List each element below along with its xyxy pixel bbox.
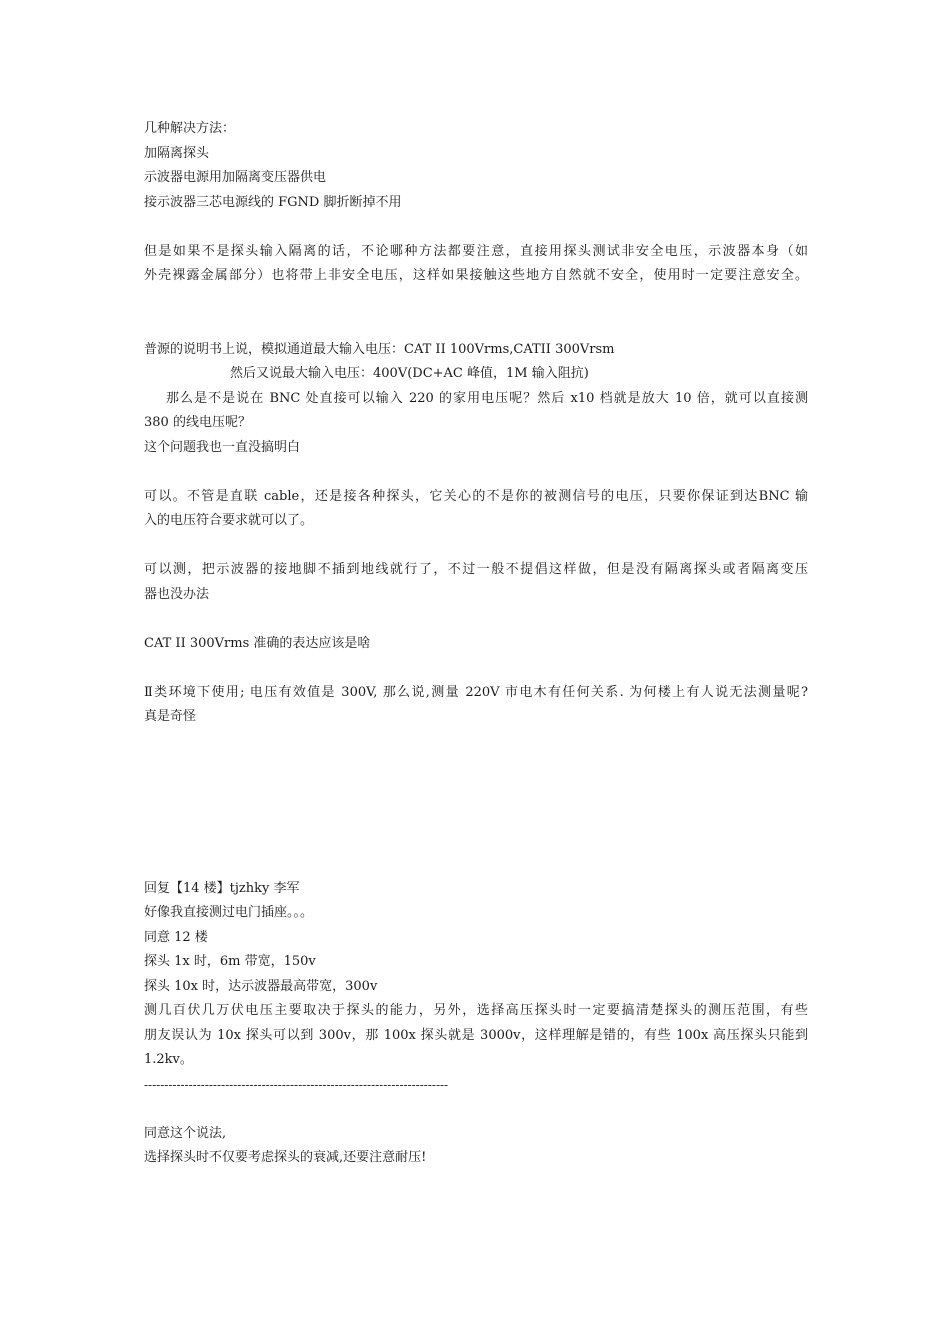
paragraph-line: 探头 10x 时，达示波器最高带宽，300v [144, 978, 378, 994]
paragraph-line: 但是如果不是探头输入隔离的话，不论哪种方法都要注意，直接用探头测试非安全电压，示波器本身（如 [144, 243, 808, 259]
section-reply [144, 877, 808, 1098]
paragraph-line: 可以。不管是直联 cable，还是接各种探头，它关心的不是你的被测信号的电压，只要你保证到达BNC 输 [144, 488, 808, 504]
section-solutions [144, 117, 808, 215]
divider-dashes: --------------------------------------------------------------------------- [144, 1077, 449, 1092]
section-cat-question [144, 632, 808, 657]
paragraph-line: 可以测，把示波器的接地脚不插到地线就行了，不过一般不提倡这样做，但是没有隔离探头或者隔离变压 [144, 562, 808, 577]
spacer [144, 1097, 808, 1122]
paragraph-line: 同意这个说法, [144, 1125, 227, 1141]
paragraph-line: 然后又说最大输入电压：400V(DC+AC 峰值，1M 输入阻抗) [230, 366, 589, 381]
paragraph-line: 测几百伏几万伏电压主要取决于探头的能力，另外，选择高压探头时一定要搞清楚探头的测压范围，有些 [144, 1003, 808, 1018]
paragraph-line: 这个问题我也一直没搞明白 [144, 439, 301, 455]
reply-header: 回复【14 楼】tjzhky 李军 [144, 880, 300, 896]
paragraph-line: 同意 12 楼 [144, 929, 208, 945]
section-warning [144, 240, 808, 289]
section-answer-2 [144, 558, 808, 607]
spacer [144, 730, 808, 877]
paragraph-line: 入的电压符合要求就可以了。 [144, 513, 314, 528]
section-agree [144, 1122, 808, 1171]
spacer [144, 215, 808, 240]
spacer [144, 534, 808, 559]
paragraph-line: 器也没办法 [144, 586, 210, 602]
paragraph-line: 1.2kv。 [144, 1052, 193, 1067]
section-answer-1 [144, 485, 808, 534]
paragraph-line: 380 的线电压呢？ [144, 415, 251, 430]
paragraph-line: 选择探头时不仅要考虑探头的衰减,还要注意耐压! [144, 1150, 427, 1165]
paragraph-line: 真是奇怪 [144, 709, 197, 724]
paragraph-line: Ⅱ类环境下使用; 电压有效值是 300V, 那么说,测量 220V 市电木有任何关系. 为何楼上有人说无法测量呢? [144, 684, 808, 700]
spacer [144, 607, 808, 632]
section-question [144, 338, 808, 461]
solutions-heading: 几种解决方法： [144, 121, 236, 136]
paragraph-line: 那么是不是说在 BNC 处直接可以输入 220 的家用电压呢？然后 x10 档就是放大 10 倍，就可以直接测 [166, 390, 808, 406]
spacer [144, 460, 808, 485]
spacer [144, 289, 808, 338]
document-body [144, 117, 808, 1171]
spacer [144, 656, 808, 681]
paragraph-line: 外壳裸露金属部分）也将带上非安全电压，这样如果接触这些地方自然就不安全，使用时一定要注意安全。 [144, 268, 808, 283]
paragraph-line: 探头 1x 时，6m 带宽，150v [144, 954, 316, 969]
section-answer-3 [144, 681, 808, 730]
paragraph-line: 普源的说明书上说，模拟通道最大输入电压：CAT II 100Vrms,CATII 300Vrsm [144, 341, 615, 357]
paragraph-line: 好像我直接测过电门插座。。。 [144, 905, 314, 920]
solution-item: 加隔离探头 [144, 145, 210, 161]
paragraph-line: CAT II 300Vrms 准确的表达应该是啥 [144, 635, 371, 651]
paragraph-line: 朋友误认为 10x 探头可以到 300v，那 100x 探头就是 3000v，这样理解是错的，有些 100x 高压探头只能到 [144, 1027, 808, 1043]
solution-item: 示波器电源用加隔离变压器供电 [144, 170, 327, 185]
solution-item: 接示波器三芯电源线的 FGND 脚折断掉不用 [144, 194, 402, 210]
